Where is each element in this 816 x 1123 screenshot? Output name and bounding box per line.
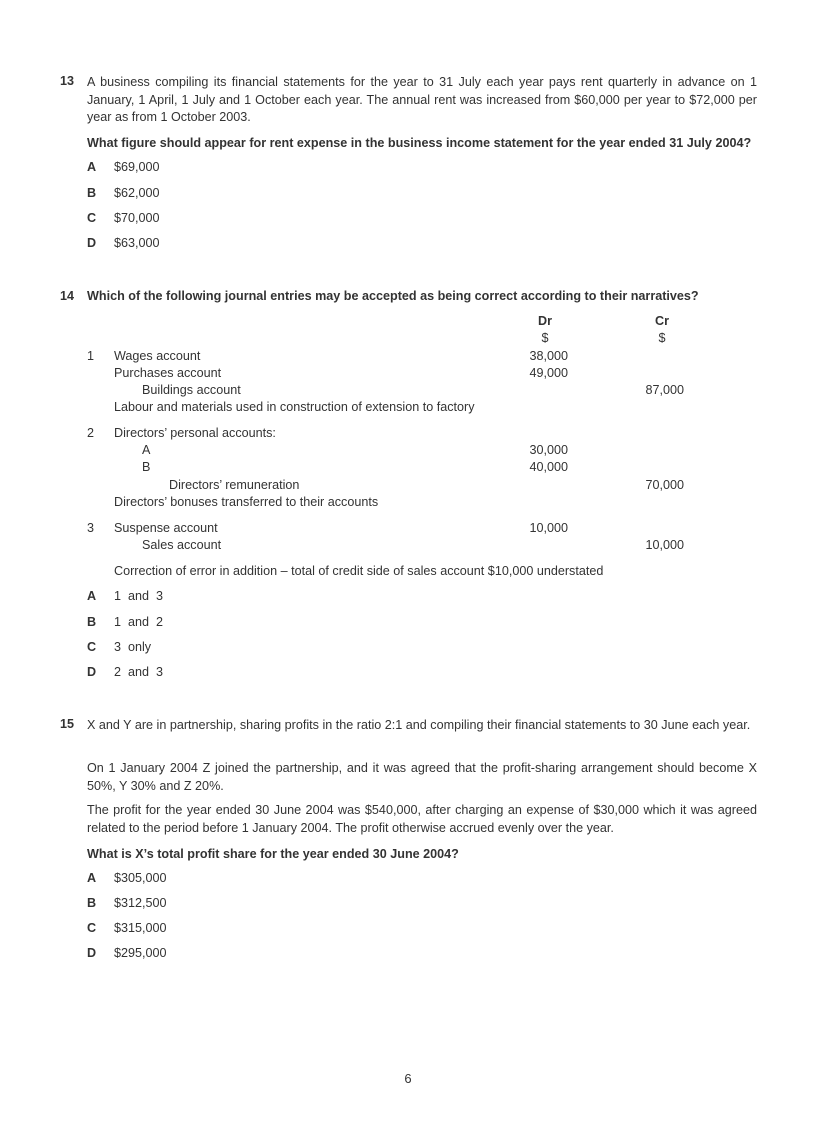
question-prompt: Which of the following journal entries may be accepted as being correct according to their narratives? xyxy=(87,289,699,303)
option-text: $315,000 xyxy=(114,921,167,935)
option-text: 2 and 3 xyxy=(114,665,164,679)
dr-amount: 40,000 xyxy=(529,460,568,474)
option-letter: A xyxy=(87,589,97,603)
question-paragraph: The profit for the year ended 30 June 2004 was $540,000, after charging an expense of $30,000 which it was agreed related to the period before 1 January 2004. The profit otherwise accrued evenly over the year. xyxy=(87,803,757,835)
option-letter: C xyxy=(87,211,97,225)
dr-amount: 49,000 xyxy=(529,366,568,380)
option-text: 3 only xyxy=(114,640,152,654)
journal-narrative: Directors’ bonuses transferred to their accounts xyxy=(114,495,379,509)
question-prompt: What is X’s total profit share for the year ended 30 June 2004? xyxy=(87,847,459,861)
cr-amount: 70,000 xyxy=(645,478,684,492)
cr-amount: 10,000 xyxy=(645,538,684,552)
option-text: 1 and 2 xyxy=(114,615,164,629)
option-text: $69,000 xyxy=(114,160,160,174)
dr-header: Dr xyxy=(538,314,552,328)
journal-line: Directors’ remuneration xyxy=(169,478,300,492)
option-text: $63,000 xyxy=(114,236,160,250)
option-letter: C xyxy=(87,921,97,935)
entry-number: 1 xyxy=(87,349,95,363)
entry-number: 2 xyxy=(87,426,95,440)
cr-unit: $ xyxy=(658,331,666,345)
journal-line: Directors’ personal accounts: xyxy=(114,426,276,440)
journal-line: B xyxy=(142,460,151,474)
option-text: $295,000 xyxy=(114,946,167,960)
journal-line: Purchases account xyxy=(114,366,222,380)
question-number: 15 xyxy=(60,717,75,731)
option-text: $62,000 xyxy=(114,186,160,200)
option-letter: B xyxy=(87,186,97,200)
option-letter: B xyxy=(87,615,97,629)
entry-number: 3 xyxy=(87,521,95,535)
option-text: $70,000 xyxy=(114,211,160,225)
option-letter: A xyxy=(87,160,97,174)
option-text: 1 and 3 xyxy=(114,589,164,603)
dr-unit: $ xyxy=(541,331,549,345)
option-letter: A xyxy=(87,871,97,885)
cr-header: Cr xyxy=(655,314,669,328)
option-text: $305,000 xyxy=(114,871,167,885)
option-letter: B xyxy=(87,896,97,910)
dr-amount: 10,000 xyxy=(529,521,568,535)
question-prompt: What figure should appear for rent expense in the business income statement for the year ended 31 July 2004? xyxy=(87,136,752,150)
journal-narrative: Correction of error in addition – total of credit side of sales account $10,000 understated xyxy=(114,564,604,578)
option-letter: D xyxy=(87,665,97,679)
question-number: 14 xyxy=(60,289,75,303)
journal-line: Wages account xyxy=(114,349,201,363)
question-paragraph: On 1 January 2004 Z joined the partnership, and it was agreed that the profit-sharing arrangement should become X 50%, Y 30% and Z 20%. xyxy=(87,761,757,793)
journal-line: Suspense account xyxy=(114,521,218,535)
cr-amount: 87,000 xyxy=(645,383,684,397)
dr-amount: 38,000 xyxy=(529,349,568,363)
journal-line: Sales account xyxy=(142,538,222,552)
journal-line: Buildings account xyxy=(142,383,241,397)
journal-line: A xyxy=(142,443,151,457)
question-paragraph: X and Y are in partnership, sharing profits in the ratio 2:1 and compiling their financial statements to 30 June each year. xyxy=(87,718,751,732)
dr-amount: 30,000 xyxy=(529,443,568,457)
question-number: 13 xyxy=(60,74,75,88)
journal-narrative: Labour and materials used in construction of extension to factory xyxy=(114,400,475,414)
option-letter: C xyxy=(87,640,97,654)
page-number: 6 xyxy=(404,1071,412,1086)
option-text: $312,500 xyxy=(114,896,167,910)
option-letter: D xyxy=(87,236,97,250)
question-stem: A business compiling its financial statements for the year to 31 July each year pays rent quarterly in advance on 1 January, 1 April, 1 July and 1 October each year. The annual rent was increased from $60,000 per year to $72,000 per year as from 1 October 2003. xyxy=(87,75,757,124)
option-letter: D xyxy=(87,946,97,960)
